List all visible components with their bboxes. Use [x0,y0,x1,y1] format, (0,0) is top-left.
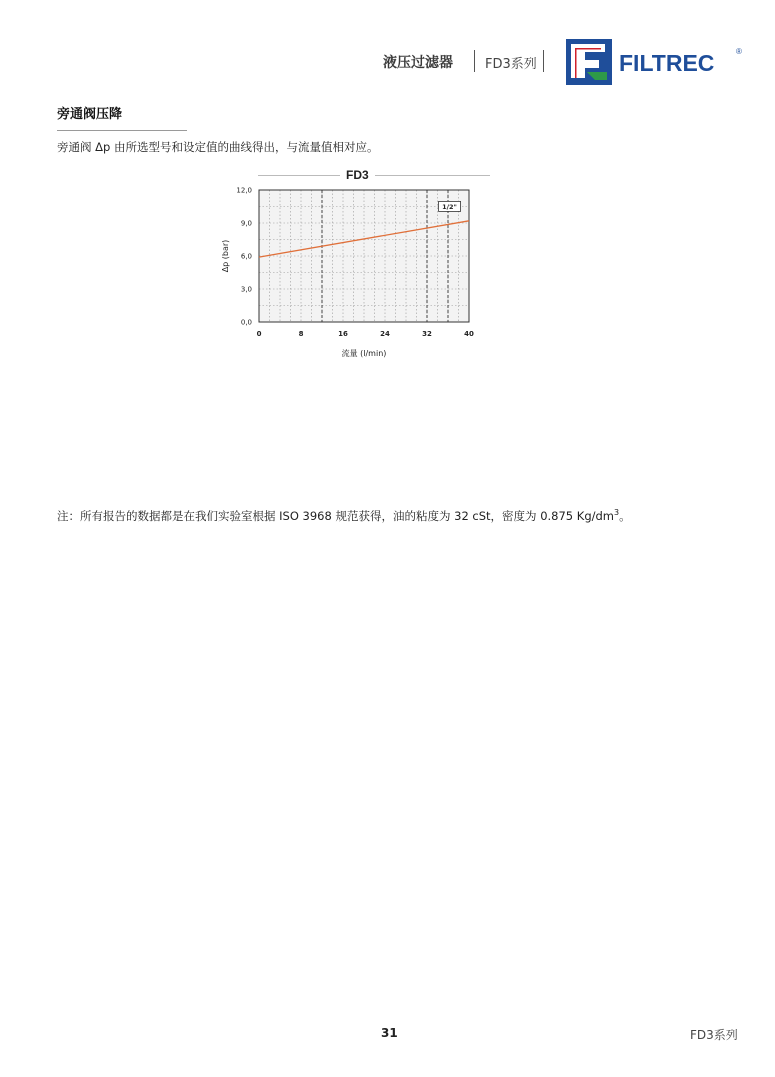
x-tick-label: 16 [338,330,348,338]
note-text: 注：所有报告的数据都是在我们实验室根据 ISO 3968 规范获得，油的粘度为 32 cSt，密度为 0.875 Kg/dm [57,509,614,523]
chart-title-rule-right [375,175,490,176]
header-divider-right [543,50,544,72]
note-suffix: 。 [619,509,631,523]
x-tick-label: 40 [464,330,474,338]
test-conditions-note [57,508,631,524]
footer-series: FD3系列 [690,1028,738,1042]
y-axis-label: Δp (bar) [221,239,230,273]
x-axis-label: 流量 (l/min) [341,349,387,358]
header-divider-left [474,50,475,72]
filtrec-logo [565,38,750,90]
header-series: FD3系列 [485,57,537,72]
y-tick-label: 3,0 [240,285,252,294]
page-number: 31 [381,1026,398,1040]
pressure-drop-chart [212,182,492,367]
x-tick-label: 32 [422,330,432,338]
section-title: 旁通阀压降 [57,107,123,122]
intro-text: 旁通阀 Δp 由所选型号和设定值的曲线得出，与流量值相对应。 [57,140,379,154]
y-tick-label: 6,0 [240,252,252,261]
header-title: 液压过滤器 [383,55,453,71]
x-tick-label: 24 [380,330,390,338]
x-tick-label: 8 [298,330,304,338]
note-superscript: 3 [614,508,620,518]
logo-text: FILTREC [619,50,715,76]
logo-registered-mark: ® [736,47,742,56]
y-tick-label: 12,0 [236,186,252,195]
filtrec-logo-icon [566,39,612,85]
x-tick-label: 0 [256,330,262,338]
section-rule [57,130,187,131]
y-tick-label: 0,0 [240,318,252,327]
chart-title: FD3 [346,168,369,182]
chart-title-rule-left [258,175,340,176]
y-tick-label: 9,0 [240,219,252,228]
series-label: 1/2" [442,202,457,211]
